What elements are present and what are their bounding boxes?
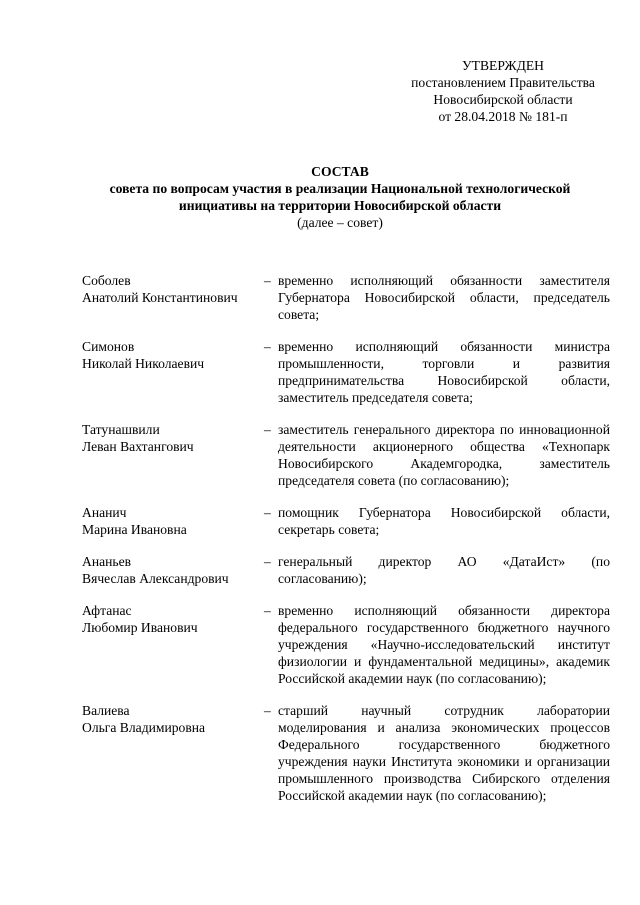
member-role: генеральный директор АО «ДатаИст» (по согласованию); xyxy=(278,554,610,586)
dash: – xyxy=(264,422,271,437)
member-row xyxy=(82,602,610,687)
approval-stamp xyxy=(398,57,608,125)
member-surname: Соболев xyxy=(82,273,131,288)
member-row xyxy=(82,272,610,323)
approval-line: от 28.04.2018 № 181-п xyxy=(438,109,568,124)
member-name xyxy=(82,272,257,306)
member-given-name: Любомир Иванович xyxy=(82,620,198,635)
member-given-name: Марина Ивановна xyxy=(82,522,187,537)
member-name xyxy=(82,338,257,372)
member-surname: Симонов xyxy=(82,339,135,354)
member-name xyxy=(82,504,257,538)
member-row xyxy=(82,702,610,804)
member-row xyxy=(82,504,610,538)
member-surname: Валиева xyxy=(82,703,130,718)
member-name xyxy=(82,421,257,455)
title-note: (далее – совет) xyxy=(297,215,383,230)
member-given-name: Николай Николаевич xyxy=(82,356,205,371)
member-row xyxy=(82,553,610,587)
member-surname: Афтанас xyxy=(82,603,132,618)
member-surname: Татунашвили xyxy=(82,422,160,437)
member-role: помощник Губернатора Новосибирской области, секретарь совета; xyxy=(278,505,610,537)
member-given-name: Ольга Владимировна xyxy=(82,720,206,735)
title-line: совета по вопросам участия в реализации Национальной технологической xyxy=(109,181,571,196)
members-list xyxy=(82,272,610,804)
member-name xyxy=(82,702,257,736)
dash: – xyxy=(264,505,271,520)
member-row xyxy=(82,338,610,406)
member-name xyxy=(82,602,257,636)
member-name xyxy=(82,553,257,587)
member-role: заместитель генерального директора по инновационной деятельности акционерного общества «Технопарк Новосибирского Академгородка, заместитель председателя совета (по согласованию); xyxy=(278,422,610,488)
approval-line: постановлением Правительства xyxy=(411,75,595,90)
member-given-name: Вячеслав Александрович xyxy=(82,571,229,586)
title-line: инициативы на территории Новосибирской области xyxy=(178,198,502,213)
title-heading: СОСТАВ xyxy=(311,164,369,179)
member-row xyxy=(82,421,610,489)
dash: – xyxy=(264,339,271,354)
member-role: временно исполняющий обязанности заместителя Губернатора Новосибирской области, председатель совета; xyxy=(278,273,610,322)
member-surname: Ананьев xyxy=(82,554,132,569)
approval-line: УТВЕРЖДЕН xyxy=(462,58,544,73)
dash: – xyxy=(264,603,271,618)
member-role: временно исполняющий обязанности министра промышленности, торговли и развития предпринимательства Новосибирской области, заместитель председателя совета; xyxy=(278,339,610,405)
dash: – xyxy=(264,554,271,569)
document-title xyxy=(70,163,610,231)
member-role: временно исполняющий обязанности директора федерального государственного бюджетного научного учреждения «Научно-исследовательский институт физиологии и фундаментальной медицины», академик Российской академии наук (по согласованию); xyxy=(278,603,610,686)
member-role: старший научный сотрудник лаборатории моделирования и анализа экономических процессов Федерального государственного бюджетного учреждения науки Института экономики и организации промышленного производства Сибирского отделения Российской академии наук (по согласованию); xyxy=(278,703,610,803)
dash: – xyxy=(264,273,271,288)
member-surname: Ананич xyxy=(82,505,127,520)
member-given-name: Анатолий Константинович xyxy=(82,290,238,305)
approval-line: Новосибирской области xyxy=(433,92,573,107)
member-given-name: Леван Вахтангович xyxy=(82,439,194,454)
dash: – xyxy=(264,703,271,718)
